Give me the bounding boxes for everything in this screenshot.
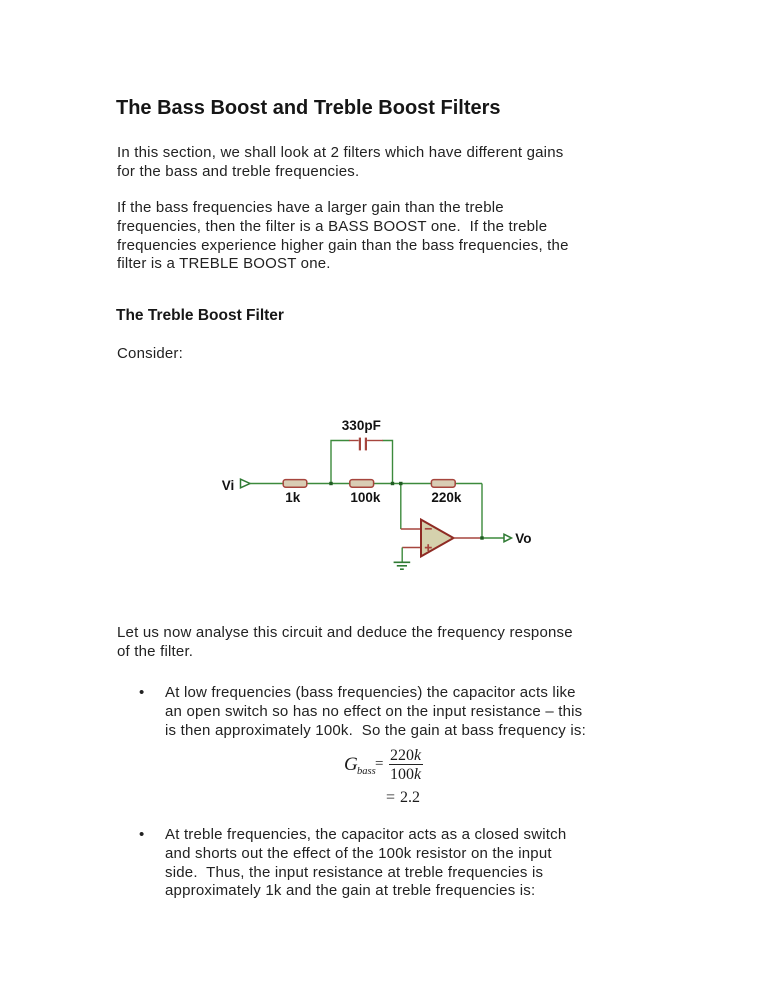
junction-dot [391, 482, 394, 485]
paragraph-line: for the bass and treble frequencies. [117, 162, 360, 180]
bullet-line: side. Thus, the input resistance at treble frequencies is [165, 863, 544, 881]
paragraph-line: Let us now analyse this circuit and deduce the frequency response [117, 624, 573, 641]
section-heading: The Treble Boost Filter [116, 307, 284, 324]
junction-dot [399, 482, 402, 485]
analyse-paragraph [117, 624, 573, 662]
bullet-text [165, 684, 586, 740]
paragraph-line: of the filter. [117, 642, 194, 660]
capacitor-label: 330pF [341, 418, 381, 433]
formula-result: 2.2 [400, 789, 420, 806]
bullet-line: At low frequencies (bass frequencies) the capacitor acts like [165, 684, 576, 701]
resistor-220k [431, 480, 455, 488]
bass-frequency-bullet [139, 684, 586, 740]
resistor-100k [350, 480, 374, 488]
opamp-triangle [421, 520, 454, 557]
resistor-1k [283, 480, 307, 488]
resistor1-label: 1k [285, 489, 301, 505]
resistor2-label: 100k [350, 489, 381, 505]
paragraph-line: frequencies, then the filter is a BASS BOOST one. If the treble [117, 217, 548, 235]
circuit-diagram [210, 408, 550, 583]
vout-label: Vo [515, 531, 532, 547]
bullet-line: and shorts out the effect of the 100k resistor on the input [165, 844, 552, 862]
cap-loop-left-wire [331, 441, 350, 484]
formula-subscript: bass [357, 766, 376, 777]
page-title: The Bass Boost and Treble Boost Filters [116, 97, 501, 119]
bullet-text [165, 826, 566, 901]
paragraph-line: In this section, we shall look at 2 filters which have different gains [117, 144, 564, 161]
bullet-marker: • [139, 826, 145, 843]
paragraph-line: filter is a TREBLE BOOST one. [117, 255, 331, 273]
vout-port-arrow-icon [504, 534, 512, 542]
cap-loop-right-wire [383, 441, 393, 484]
junction-dot [329, 482, 332, 485]
consider-label: Consider: [117, 345, 183, 362]
formula-symbol: G [344, 754, 358, 775]
fraction-bar [389, 764, 423, 765]
bullet-line: is then approximately 100k. So the gain at bass frequency is: [165, 721, 586, 739]
bullet-line: an open switch so has no effect on the input resistance – this [165, 702, 583, 720]
formula-numerator: 220k [390, 747, 422, 764]
bullet-marker: • [139, 684, 145, 701]
bullet-line: At treble frequencies, the capacitor acts as a closed switch [165, 826, 567, 843]
resistor3-label: 220k [431, 489, 462, 505]
boost-definition-paragraph [117, 199, 569, 274]
junction-dot [480, 536, 483, 539]
paragraph-line: If the bass frequencies have a larger gain than the treble [117, 199, 504, 216]
ground-icon [394, 562, 411, 569]
treble-frequency-bullet [139, 826, 566, 901]
formula-denominator: 100k [390, 766, 422, 783]
formula-result-equals: = [386, 789, 396, 806]
intro-paragraph [117, 144, 563, 182]
formula-equals: = [375, 756, 384, 772]
vin-label: Vi [221, 477, 235, 493]
paragraph-line: frequencies experience higher gain than the bass frequencies, the [117, 236, 569, 254]
bullet-line: approximately 1k and the gain at treble frequencies is: [165, 882, 536, 900]
vin-port-arrow-icon [241, 479, 251, 488]
